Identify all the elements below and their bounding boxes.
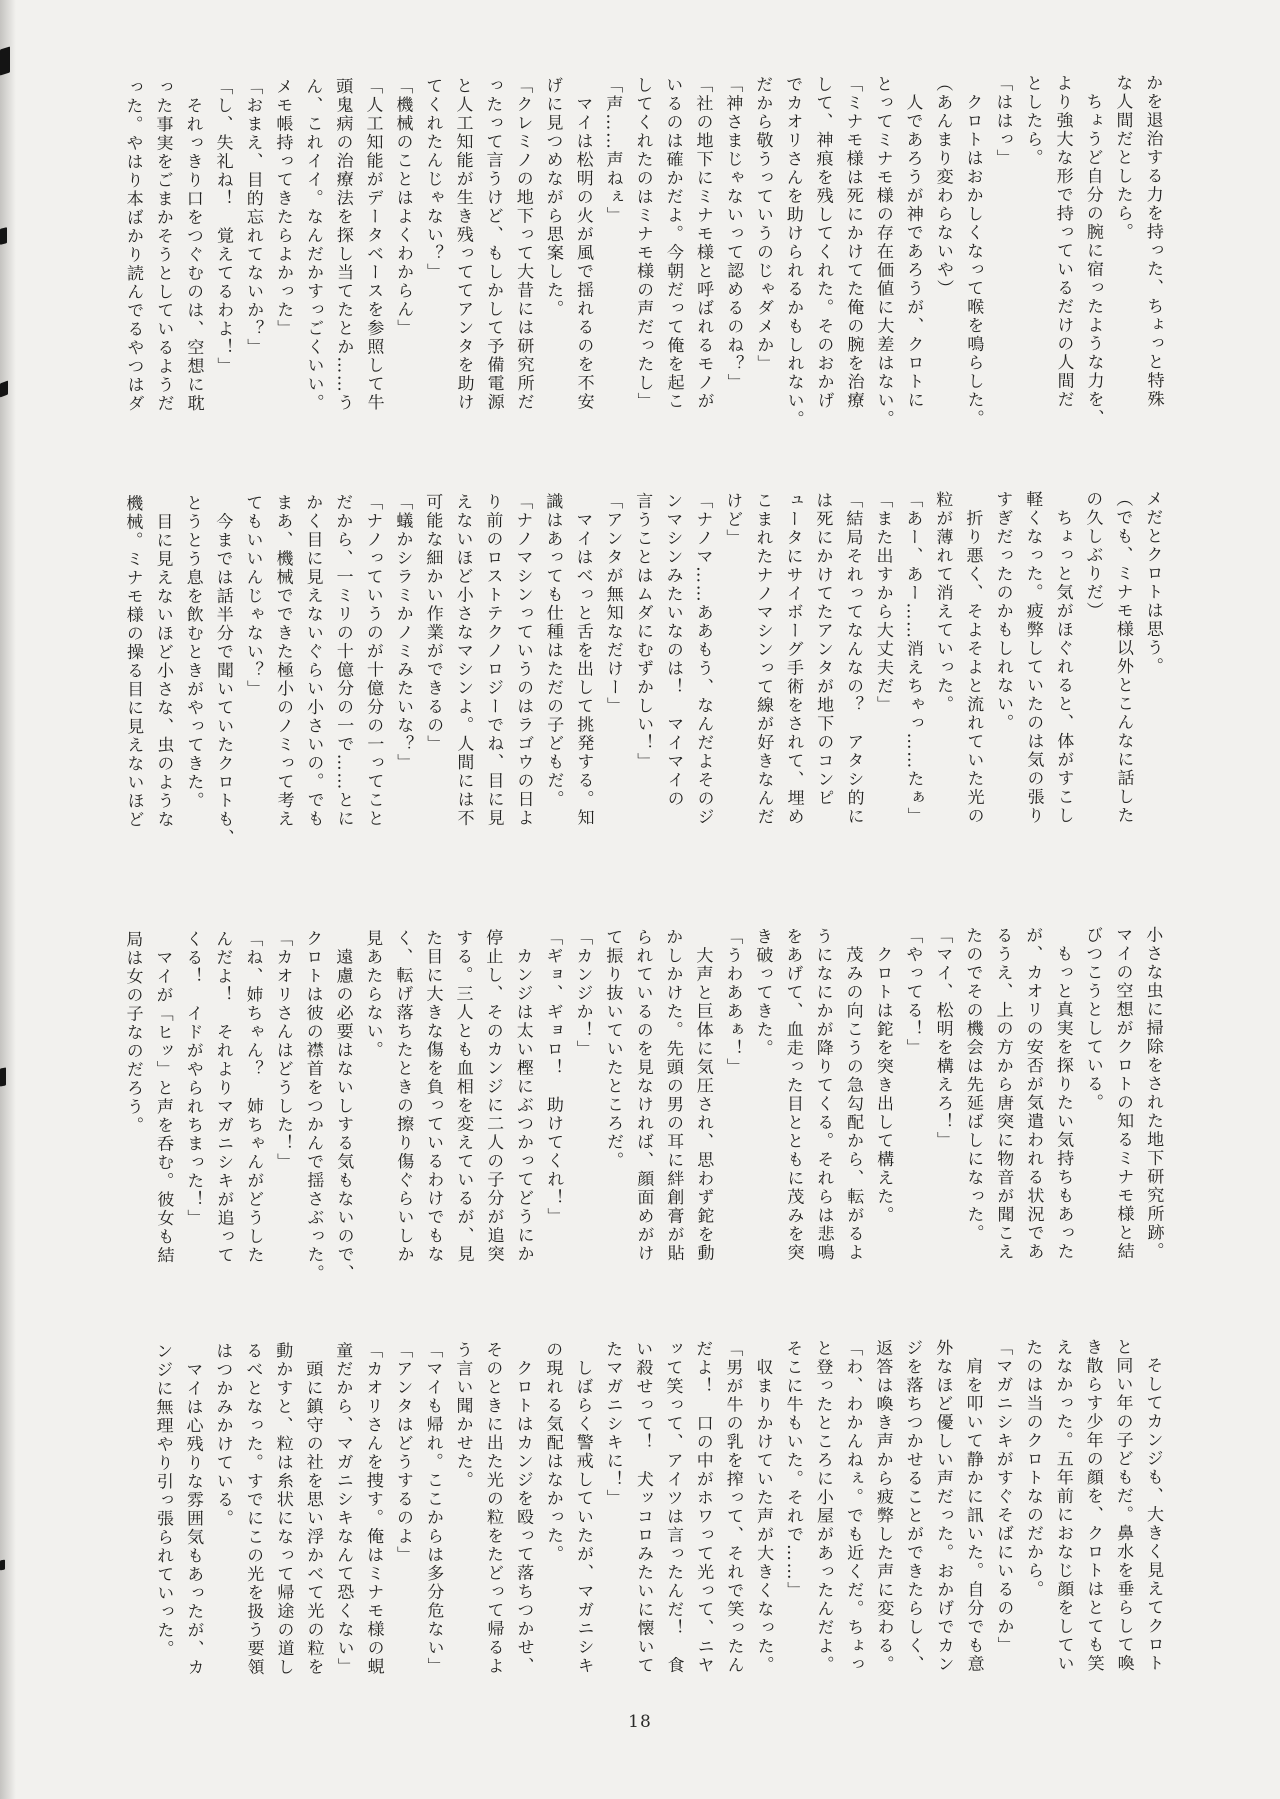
text-column: 「わ、わかんねぇ。でも近くだ。ちょっ (842, 1339, 864, 1675)
text-column: が、カオリの安否が気遣われる状況であ (1022, 926, 1044, 1262)
text-column: （あんまり変わらないや） (932, 74, 954, 298)
text-column: は死にかけてたアンタが地下のコンピ (812, 491, 834, 808)
text-column: てもいいんじゃない？」 (242, 493, 264, 699)
text-column: げに見つめながら思案した。 (542, 76, 564, 319)
text-column: 「カオリさんはどうした！」 (272, 929, 294, 1172)
text-column: うになにかが降りてくる。それらは悲鳴 (812, 927, 834, 1263)
text-block-4 (147, 1338, 1169, 1700)
text-column: えないほど小さなマシンよ。人間には不 (452, 492, 474, 828)
text-column: ったって言うけど、もしかして予備電源 (482, 76, 504, 412)
text-column: と登ったところに小屋があったんだよ。 (812, 1339, 834, 1675)
text-column: 「あー、あー……消えちゃっ……たぁ」 (902, 490, 924, 826)
text-column: クロトは鉈を突き出して構えた。 (872, 926, 894, 1225)
text-column: 「うわああぁ！」 (722, 927, 743, 1077)
text-column: けど」 (722, 491, 743, 548)
scan-gutter-shading (0, 0, 16, 1799)
text-column: 機械。ミナモ様の操る目に見えないほど (122, 494, 144, 830)
text-column: 外なほど優しい声だった。おかげでカン (932, 1338, 954, 1674)
scan-artifact (0, 46, 10, 75)
text-column: 「結局それってなんなの？ アタシ的に (842, 491, 864, 826)
text-column: った。やはり本ばかり読んでるやつはダ (122, 78, 144, 414)
text-column: 「アンタはどうするのよ」 (392, 1341, 414, 1565)
text-column: もっと真実を探りたい気持ちもあった (1052, 926, 1074, 1262)
text-column: をあげて、血走った目とともに茂みを突 (782, 927, 804, 1263)
text-column: 「アンタが無知なだけー」 (602, 492, 624, 716)
text-column: て振り抜いていたところだ。 (602, 928, 624, 1170)
text-column: 頭鬼病の治療法を探し当てたとか……う (332, 77, 354, 413)
text-column: 肩を叩いて静かに訊いた。自分でも意 (962, 1338, 984, 1674)
text-column: こまれたナノマシンって線が好きなんだ (752, 491, 774, 827)
text-column: 「し、失礼ね！ 覚えてるわよ！」 (212, 77, 234, 376)
text-column: き破ってきた。 (752, 927, 773, 1058)
text-column: たマガニシキに！」 (602, 1340, 623, 1508)
text-column: 遠慮の必要はないしする気もないので、 (332, 929, 354, 1283)
scan-artifact (0, 1560, 5, 1571)
scan-artifact (0, 227, 7, 245)
page-number: 18 (628, 1712, 652, 1732)
text-column: 頭に鎮守の社を思い浮かべて光の粒を (302, 1341, 324, 1677)
scan-artifact (0, 381, 8, 398)
text-column: と人工知能が生き残っててアンタを助け (452, 76, 474, 412)
text-column: 「ナノっていうのが十億分の一ってこと (362, 493, 384, 829)
text-column: クロトはおかしくなって喉を鳴らした。 (962, 74, 984, 429)
text-column: メだとクロトは思う。 (1142, 489, 1164, 676)
text-column: の久しぶりだ） (1082, 489, 1103, 621)
text-column: てくれたんじゃない？」 (422, 76, 444, 282)
text-column: 「社の地下にミナモ様と呼ばれるモノが (692, 75, 714, 411)
text-column: 「マイも帰れ。ここからは多分危ない」 (422, 1340, 444, 1676)
text-column: そのときに出た光の粒をたどって帰るよ (482, 1340, 504, 1676)
text-column: そしてカンジも、大きく見えてクロト (1142, 1337, 1164, 1673)
text-column: 「ね、姉ちゃん？ 姉ちゃんがどうした (242, 929, 264, 1265)
scan-artifact (0, 1067, 6, 1086)
text-column: してくれたのはミナモ様の声だったし」 (632, 75, 654, 411)
text-column: 「ナノマシンっていうのはラゴウの日よ (512, 492, 534, 828)
text-column: 「やってる！」 (902, 926, 923, 1058)
text-column: ュータにサイボーグ手術をされて、埋め (782, 491, 804, 827)
text-column: ちょっと気がほぐれると、体がすこし (1052, 490, 1074, 826)
text-column: 「マイ、松明を構えろ！」 (932, 926, 954, 1150)
text-column: びつこうとしている。 (1082, 925, 1104, 1113)
text-column: 「機械のことはよくわからん」 (392, 77, 414, 338)
text-column: 「ミナモ様は死にかけてた俺の腕を治療 (842, 75, 864, 410)
text-column: マイは心残りな雰囲気もあったが、カ (182, 1341, 204, 1677)
text-column: 人であろうが神であろうが、クロトに (902, 74, 924, 410)
text-column: 「声……声ねぇ」 (602, 76, 623, 225)
text-column: 可能な細かい作業ができるの」 (422, 492, 444, 754)
text-column: ンジに無理やり引っ張られていった。 (152, 1342, 174, 1659)
text-column: 識はあっても仕種はただの子どもだ。 (542, 492, 564, 809)
text-column: マイは松明の火が風で揺れるのを不安 (572, 76, 594, 412)
text-column: えなかった。五年前におなじ顔をしてい (1052, 1338, 1074, 1674)
text-column: ジを落ちつかせることができたらしく、 (902, 1338, 924, 1674)
text-column: 「クレミノの地下って大昔には研究所だ (512, 76, 534, 412)
text-column: メモ帳持ってきたらよかった」 (272, 77, 294, 339)
text-column: 「おまえ、目的忘れてないか？」 (242, 77, 264, 357)
text-column: った事実をごまかそうとしているようだ (152, 78, 174, 413)
text-column: とってミナモ様の存在価値に大差はない。 (872, 74, 894, 429)
text-column: くる！ イドがやられちまった！」 (182, 929, 204, 1228)
text-column: ッて笑って、アイツは言ったんだ！ 食 (662, 1339, 684, 1675)
text-column: 「男が牛の乳を搾って、それで笑ったん (722, 1339, 744, 1675)
text-column: の現れる気配はなかった。 (542, 1340, 564, 1564)
text-column: 「ナノマ……ああもう、なんだよそのジ (692, 491, 714, 827)
text-column: かしかけた。先頭の男の耳に絆創膏が貼 (662, 927, 684, 1263)
text-column: 言うことはムダにむずかしい！」 (632, 491, 654, 772)
text-column: ンマシンみたいなのは！ マイマイの (662, 491, 684, 809)
text-column: たのでその機会は先延ばしになった。 (962, 926, 984, 1243)
text-column: 茂みの向こうの急勾配から、転がるよ (842, 927, 864, 1262)
text-column: り前のロストテクノロジーでね、目に見 (482, 492, 504, 828)
text-column: ちょうど自分の腕に宿ったような力を、 (1082, 73, 1104, 428)
text-column: すぎだったのかもしれない。 (992, 490, 1014, 733)
text-column: だよ！ 口の中がホワって光って、ニヤ (692, 1339, 714, 1675)
text-block-3 (117, 926, 1169, 1289)
text-column: られているのを見なければ、顔面めがけ (632, 927, 654, 1263)
text-block-1 (117, 74, 1169, 437)
text-column: 「カンジか！」 (572, 928, 593, 1059)
text-column: い殺せって！ 犬ッコロみたいに懐いて (632, 1340, 654, 1675)
text-column: だから敬うっていうのじゃダメか」 (752, 75, 774, 374)
text-column: （でも、ミナモ様以外とこんなに話した (1112, 489, 1134, 825)
text-column: としたら。 (1022, 74, 1043, 168)
text-column: 「ギョ、ギョロ！ 助けてくれ！」 (542, 928, 564, 1227)
text-column: クロトは彼の襟首をつかんで揺さぶった。 (302, 929, 324, 1283)
text-column: 「ははっ」 (992, 74, 1013, 168)
text-column: 粒が薄れて消えていった。 (932, 490, 954, 714)
text-column: たのは当のクロトなのだから。 (1022, 1338, 1044, 1599)
text-column: でカオリさんを助けられるかもしれない。 (782, 75, 804, 429)
text-column: 小さな虫に掃除をされた地下研究所跡。 (1142, 925, 1164, 1261)
text-column: 収まりかけていた声が大きくなった。 (752, 1339, 774, 1675)
text-column: 大声と巨体に気圧され、思わず鉈を動 (692, 927, 714, 1263)
text-column: マイが「ヒッ」と声を呑む。彼女も結 (152, 930, 174, 1265)
text-column: 折り悪く、そよそよと流れていた光の (962, 490, 984, 826)
text-column: るべとなった。すでにこの光を扱う要領 (242, 1341, 264, 1677)
text-column: マイの空想がクロトの知るミナモ様と結 (1112, 925, 1134, 1261)
text-column: しばらく警戒していたが、マガニシキ (572, 1340, 594, 1676)
text-column: 見あたらない。 (362, 929, 383, 1060)
text-column: 「蟻かシラミかノミみたいな？」 (392, 493, 414, 773)
text-column: た目に大きな傷を負っているわけでもな (422, 928, 444, 1264)
text-block-2 (117, 490, 1169, 853)
text-column: はつかみかけている。 (212, 1341, 234, 1528)
text-column: 軽くなった。疲弊していたのは気の張り (1022, 490, 1044, 826)
text-column: マイはべっと舌を出して挑発する。知 (572, 492, 594, 828)
text-column: と同い年の子どもだ。鼻水を垂らして喚 (1112, 1337, 1134, 1673)
text-column: それっきり口をつぐむのは、空想に耽 (182, 77, 204, 413)
text-column: な人間だとしたら。 (1112, 73, 1133, 242)
text-column: だから、一ミリの十億分の一で……とに (332, 493, 354, 829)
text-column: るうえ、上の方から唐突に物音が聞こえ (992, 926, 1014, 1262)
text-column: いるのは確かだよ。今朝だって俺を起こ (662, 75, 684, 411)
text-column: より強大な形で持っているだけの人間だ (1052, 74, 1074, 410)
text-column: 返答は喚き声から疲弊した声に変わる。 (872, 1338, 894, 1674)
text-column: かく目に見えないぐらい小さいの。でも (302, 493, 324, 829)
text-column: 動かすと、粒は糸状になって帰途の道し (272, 1341, 294, 1677)
text-column: 「カオリさんを捜す。俺はミナモ様の蜆 (362, 1341, 384, 1677)
text-column: 「神さまじゃないって認めるのね？」 (722, 75, 744, 392)
text-column: 「また出すから大丈夫だ」 (872, 490, 894, 715)
text-column: クロトはカンジを殴って落ちつかせ、 (512, 1340, 534, 1676)
text-column: 童だから、マガニシキなんて恐くない」 (332, 1341, 354, 1677)
text-column: 「マガニシキがすぐそばにいるのか」 (992, 1338, 1014, 1655)
text-column: ん、これイイ。なんだかすっごくいい。 (302, 77, 324, 413)
text-column: んだよ！ それよりマガニシキが追って (212, 929, 234, 1265)
text-column: 「人工知能がデータベースを参照して牛 (362, 77, 384, 413)
text-column: 停止し、そのカンジに二人の子分が追突 (482, 928, 504, 1264)
text-column: とうとう息を飲むときがやってきた。 (182, 493, 204, 811)
text-column: う言い聞かせた。 (452, 1340, 473, 1490)
text-column: して、神痕を残してくれた。そのおかげ (812, 75, 834, 411)
text-column: そこに牛もいた。それで……」 (782, 1339, 804, 1600)
text-column: カンジは太い樫にぶつかってどうにか (512, 928, 534, 1264)
text-column: き散らす少年の顔を、クロトはとても笑 (1082, 1338, 1104, 1673)
text-column: かを退治する力を持った、ちょっと特殊 (1142, 73, 1164, 409)
text-column: まあ、機械でできた極小のノミって考え (272, 493, 294, 829)
text-column: く、転げ落ちたときの擦り傷ぐらいしか (392, 929, 414, 1264)
text-column: 今までは話半分で聞いていたクロトも、 (212, 493, 234, 848)
text-column: 目に見えないほど小さな、虫のような (152, 494, 174, 829)
text-column: 局は女の子なのだろう。 (122, 930, 144, 1135)
text-column: する。三人とも血相を変えているが、見 (452, 928, 474, 1264)
